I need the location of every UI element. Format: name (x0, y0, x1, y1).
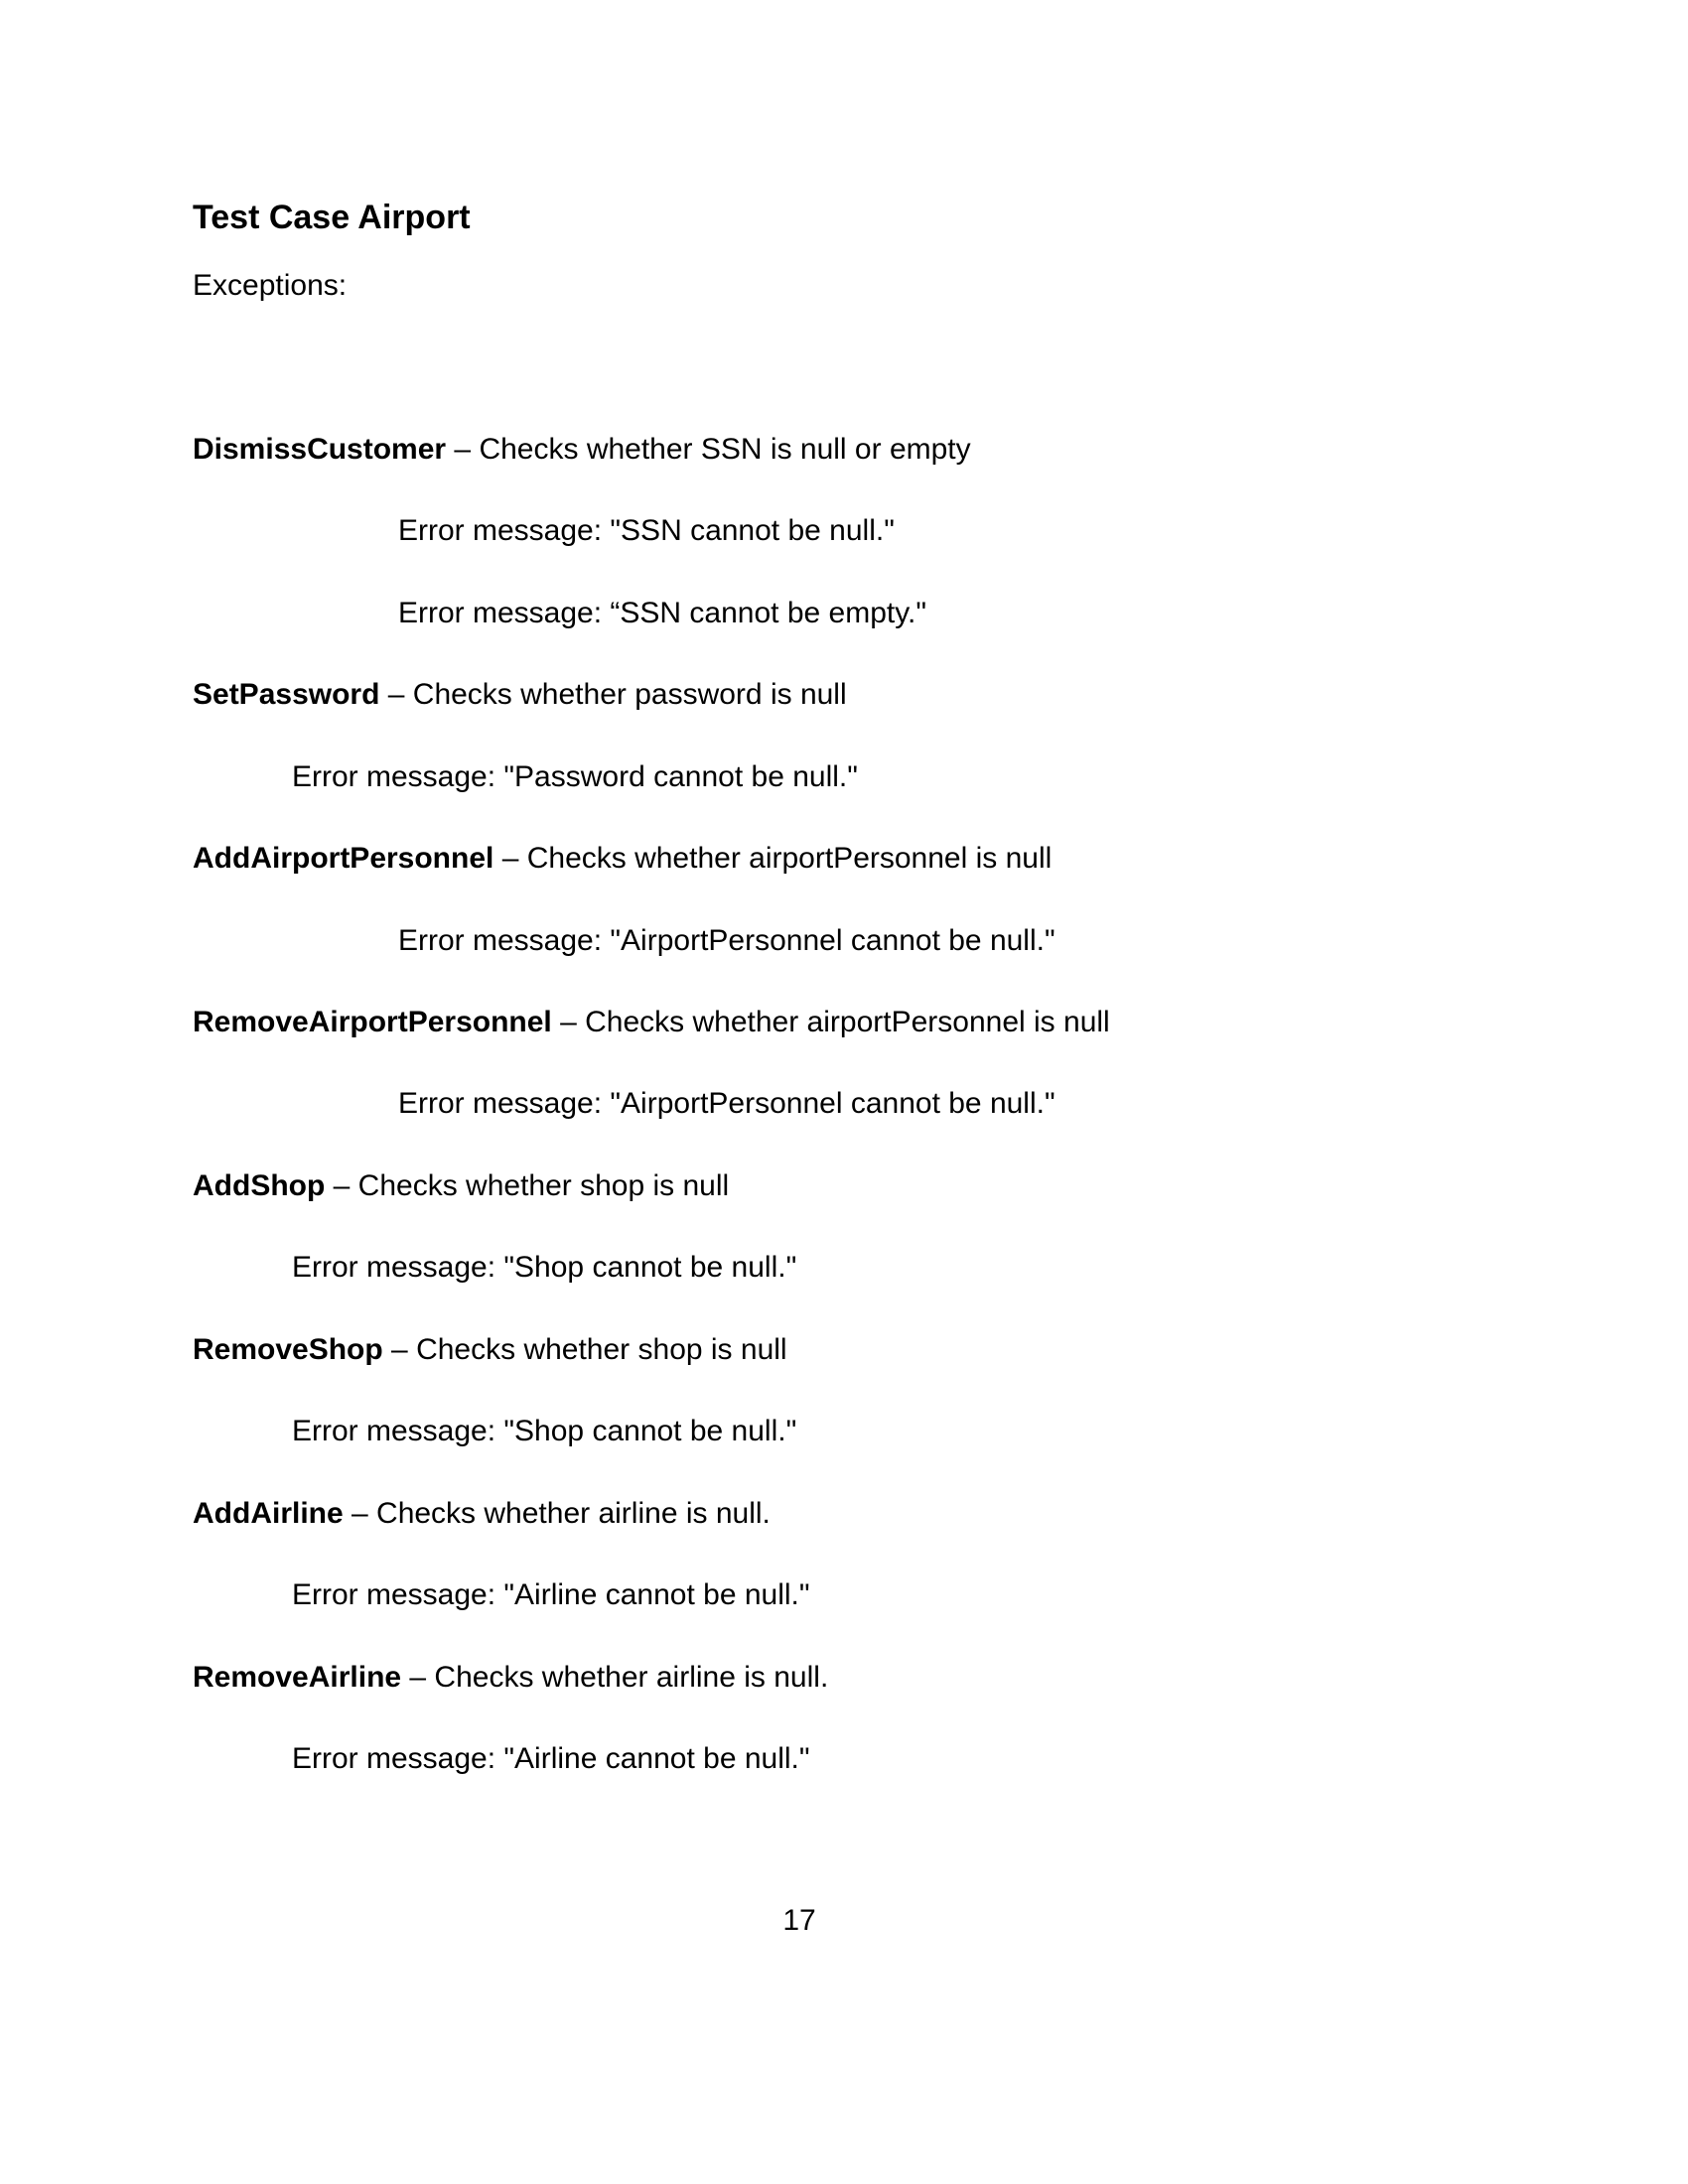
entry-remove-airline (193, 1660, 828, 1696)
error-message: Error message: "Password cannot be null." (292, 760, 858, 793)
method-name: RemoveShop (193, 1333, 383, 1366)
page-title: Test Case Airport (193, 199, 471, 236)
exceptions-label: Exceptions: (193, 269, 348, 302)
method-description: – Checks whether SSN is null or empty (446, 433, 971, 466)
error-message: Error message: "AirportPersonnel cannot be null." (398, 924, 1055, 957)
error-message: Error message: "Shop cannot be null." (292, 1415, 797, 1447)
method-description: – Checks whether shop is null (382, 1333, 787, 1366)
method-name: AddShop (193, 1169, 326, 1202)
method-description: – Checks whether airline is null. (401, 1661, 829, 1694)
error-message: Error message: "Shop cannot be null." (292, 1251, 797, 1284)
method-description: – Checks whether airportPersonnel is null (493, 842, 1053, 875)
method-description: – Checks whether password is null (379, 678, 847, 711)
method-name: RemoveAirline (193, 1661, 402, 1694)
entry-set-password (193, 677, 847, 713)
error-message: Error message: "Airline cannot be null." (292, 1742, 810, 1775)
method-name: SetPassword (193, 678, 380, 711)
entry-add-airline (193, 1496, 771, 1532)
entry-remove-shop (193, 1332, 787, 1368)
method-name: DismissCustomer (193, 433, 447, 466)
error-message: Error message: “SSN cannot be empty." (398, 597, 926, 629)
entry-add-shop (193, 1168, 729, 1204)
error-message: Error message: "SSN cannot be null." (398, 514, 895, 547)
method-name: AddAirportPersonnel (193, 842, 494, 875)
error-message: Error message: "AirportPersonnel cannot be null." (398, 1087, 1055, 1120)
entry-remove-airport-personnel (193, 1005, 1110, 1040)
entry-add-airport-personnel (193, 841, 1052, 877)
method-name: AddAirline (193, 1497, 344, 1530)
page-number: 17 (782, 1904, 816, 1937)
error-message: Error message: "Airline cannot be null." (292, 1578, 810, 1611)
method-description: – Checks whether shop is null (325, 1169, 730, 1202)
entry-dismiss-customer (193, 432, 971, 468)
method-description: – Checks whether airline is null. (343, 1497, 771, 1530)
method-description: – Checks whether airportPersonnel is null (551, 1006, 1110, 1038)
method-name: RemoveAirportPersonnel (193, 1006, 552, 1038)
